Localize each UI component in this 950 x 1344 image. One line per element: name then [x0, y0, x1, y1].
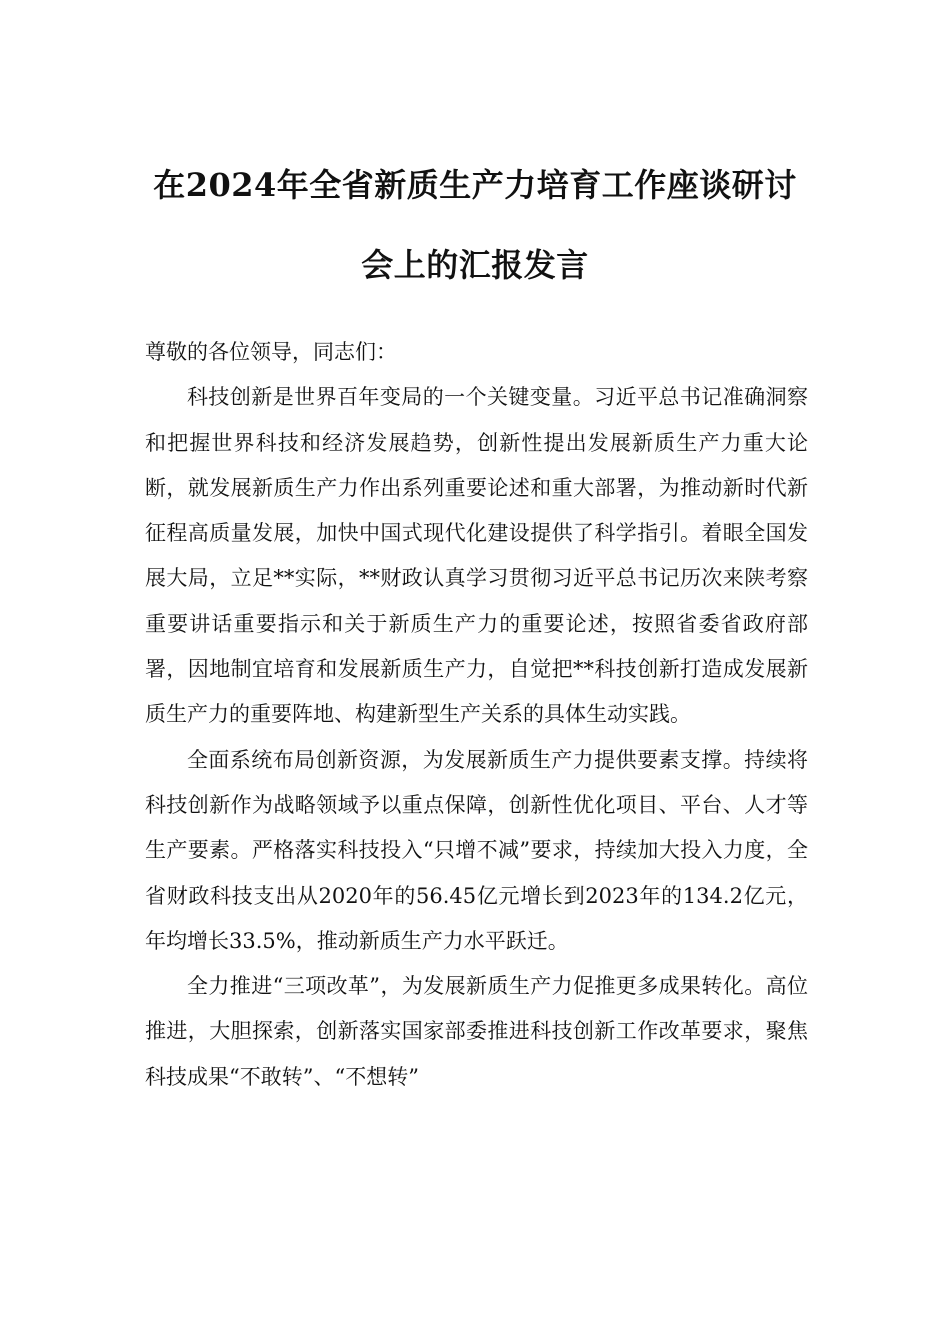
document-title: 在2024年全省新质生产力培育工作座谈研讨会上的汇报发言: [153, 166, 797, 284]
paragraph-2: 全面系统布局创新资源，为发展新质生产力提供要素支撑。持续将科技创新作为战略领域予以重点保障，创新性优化项目、平台、人才等生产要素。严格落实科技投入“只增不减”要求，持续加大投入力度，全省财政科技支出从2020年的56.45亿元增长到2023年的134.2亿元，年均增长33.5%，推动新质生产力水平跃迁。: [145, 747, 808, 953]
paragraph-1: 科技创新是世界百年变局的一个关键变量。习近平总书记准确洞察和把握世界科技和经济发展趋势，创新性提出发展新质生产力重大论断，就发展新质生产力作出系列重要论述和重大部署，为推动新时代新征程高质量发展，加快中国式现代化建设提供了科学指引。着眼全国发展大局，立足**实际，**财政认真学习贯彻习近平总书记历次来陕考察重要讲话重要指示和关于新质生产力的重要论述，按照省委省政府部署，因地制宜培育和发展新质生产力，自觉把**科技创新打造成发展新质生产力的重要阵地、构建新型生产关系的具体生动实践。: [145, 385, 808, 727]
document-body: [145, 330, 808, 1100]
paragraph-3: 全力推进“三项改革”，为发展新质生产力促推更多成果转化。高位推进，大胆探索，创新落实国家部委推进科技创新工作改革要求，聚焦科技成果“不敢转”、“不想转”: [145, 974, 808, 1089]
salutation: 尊敬的各位领导，同志们：: [145, 340, 397, 364]
